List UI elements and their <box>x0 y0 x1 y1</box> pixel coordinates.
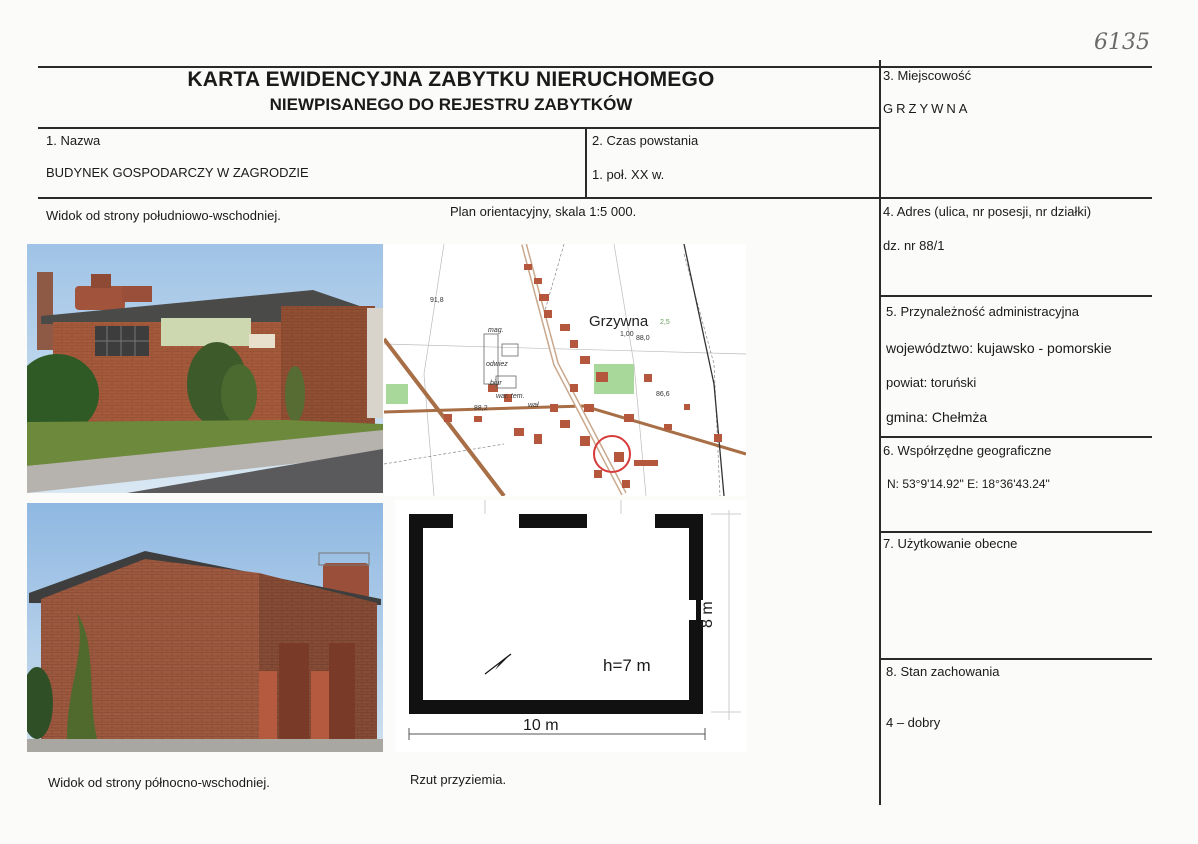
card-title: KARTA EWIDENCYJNA ZABYTKU NIERUCHOMEGO <box>187 68 715 91</box>
address-bottom-rule <box>879 295 1152 297</box>
admin-bottom-rule <box>879 436 1152 438</box>
map-label-8: 1,00 <box>620 331 634 338</box>
map-label-6: 88,2 <box>474 405 488 412</box>
photo-north-east-view <box>27 503 383 752</box>
usage-bottom-rule <box>879 658 1152 660</box>
archive-number-stamp: 6135 <box>1094 30 1150 55</box>
name-label: 1. Nazwa <box>46 133 101 148</box>
title-bottom-rule <box>38 127 880 129</box>
map-label-2: odwiez <box>486 361 508 368</box>
floor-plan <box>395 500 747 752</box>
plan-height-label: h=7 m <box>603 656 651 675</box>
photo-south-east-view <box>27 244 383 493</box>
admin-voivodeship: województwo: kujawsko - pomorskie <box>886 340 1112 356</box>
orientation-map <box>384 244 746 496</box>
map-label-4: war. tem. <box>496 393 525 400</box>
map-village-name: Grzywna <box>589 313 649 330</box>
name-row-bottom-rule <box>38 197 1152 199</box>
map-label-7: 88,0 <box>636 335 650 342</box>
map-caption: Plan orientacyjny, skala 1:5 000. <box>450 204 637 219</box>
coords-value: N: 53°9'14.92" E: 18°36'43.24" <box>887 477 1050 491</box>
date-value: 1. poł. XX w. <box>592 167 665 182</box>
admin-label: 5. Przynależność administracyjna <box>886 304 1079 319</box>
usage-label: 7. Użytkowanie obecne <box>883 536 1018 551</box>
address-label: 4. Adres (ulica, nr posesji, nr działki) <box>883 204 1092 219</box>
card-subtitle: NIEWPISANEGO DO REJESTRU ZABYTKÓW <box>269 95 633 114</box>
place-value: GRZYWNA <box>883 101 971 116</box>
map-label-3: biur <box>490 380 502 387</box>
map-label-1: mag. <box>488 327 504 334</box>
photo-top-caption: Widok od strony południowo-wschodniej. <box>46 208 281 223</box>
plan-depth-label: 8 m <box>699 601 716 628</box>
condition-label: 8. Stan zachowania <box>886 664 1000 679</box>
admin-county: powiat: toruński <box>886 375 977 390</box>
map-label-5: wał <box>528 402 539 409</box>
place-label: 3. Miejscowość <box>883 68 972 83</box>
admin-commune: gmina: Chełmża <box>886 409 988 425</box>
map-label-9: 86,6 <box>656 391 670 398</box>
plan-width-label: 10 m <box>523 717 559 734</box>
map-label-0: 91,8 <box>430 297 444 304</box>
plan-caption: Rzut przyziemia. <box>410 772 507 787</box>
coords-bottom-rule <box>879 531 1152 533</box>
date-label: 2. Czas powstania <box>592 133 699 148</box>
map-label-10: 2,5 <box>660 319 670 326</box>
photo-bottom-caption: Widok od strony północno-wschodniej. <box>48 775 270 790</box>
coords-label: 6. Współrzędne geograficzne <box>883 443 1052 458</box>
condition-value: 4 – dobry <box>886 715 941 730</box>
name-value: BUDYNEK GOSPODARCZY W ZAGRODZIE <box>46 165 309 180</box>
right-column-divider <box>879 60 881 805</box>
name-date-divider <box>585 127 587 198</box>
address-value: dz. nr 88/1 <box>883 238 945 253</box>
